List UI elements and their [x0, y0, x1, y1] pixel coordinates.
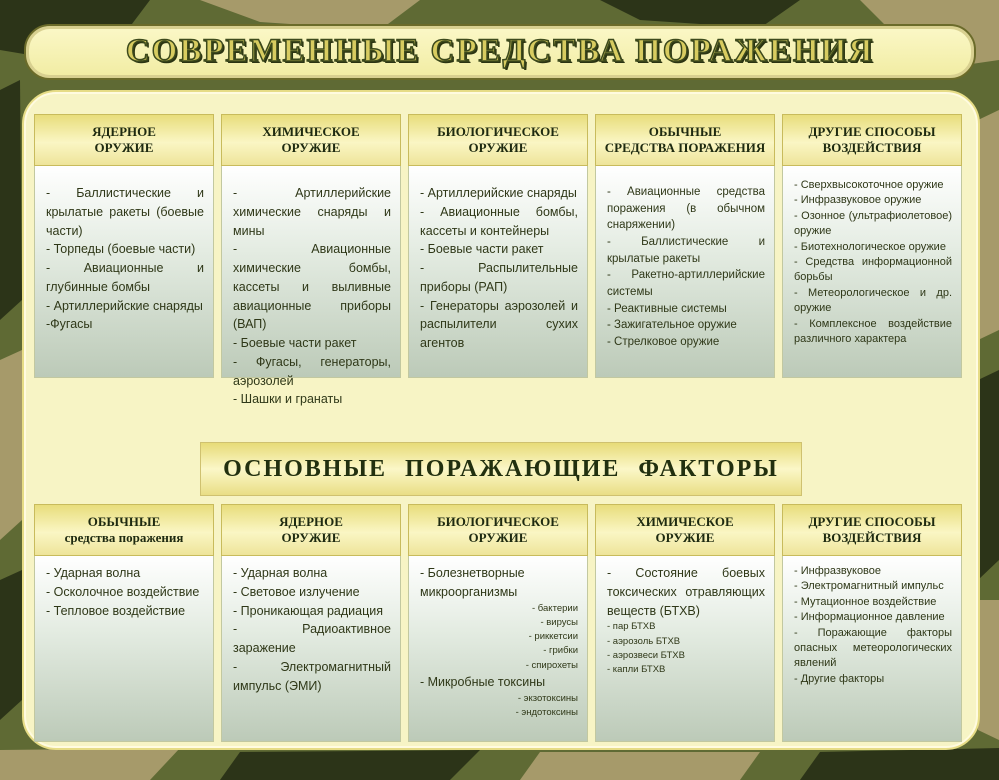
title-banner [24, 24, 976, 80]
list-item: - Радиоактивное заражение [233, 622, 391, 655]
section-title: ОСНОВНЫЕ ПОРАЖАЮЩИЕ ФАКТОРЫ [200, 442, 802, 496]
weapon-column-biological [408, 114, 588, 378]
sub-item: - аэрозоль БТХВ [607, 635, 681, 647]
list-item: - Состояние боевых токсических отравляющих веществ (БТХВ) [607, 566, 765, 618]
column-heading: ХИМИЧЕСКОЕ ОРУЖИЕ [595, 504, 775, 556]
list-item: - Авиационные химические бомбы, кассеты и выливные авиационные приборы (ВАП) [233, 242, 391, 332]
factor-column-conventional [34, 504, 214, 742]
list-item: - Боевые части ракет [420, 242, 544, 257]
sub-item: - экзотоксины [517, 692, 578, 704]
list-item: - Инфразвуковое оружие [794, 194, 922, 207]
column-body [221, 556, 401, 742]
column-heading: ДРУГИЕ СПОСОБЫ ВОЗДЕЙСТВИЯ [782, 504, 962, 556]
list-item: - Средства информационной борьбы [794, 255, 952, 284]
column-heading: ХИМИЧЕСКОЕ ОРУЖИЕ [221, 114, 401, 166]
list-item: - Авиационные средства поражения (в обычном снаряжении) [607, 186, 765, 232]
sub-item: - риккетсии [528, 631, 578, 642]
sub-item: - вирусы [540, 616, 578, 628]
weapon-column-chemical [221, 114, 401, 407]
column-heading: БИОЛОГИЧЕСКОЕ ОРУЖИЕ [408, 504, 588, 556]
list-item: - Зажигательное оружие [607, 319, 737, 332]
weapon-column-other [782, 114, 962, 378]
column-body [595, 166, 775, 378]
list-item: - Осколочное воздействие [46, 584, 200, 599]
list-item: - Реактивные системы [607, 302, 727, 315]
list-item: - Баллистические и крылатые ракеты (боевые части) [46, 186, 204, 238]
list-item: - Артиллерийские снаряды [46, 298, 203, 313]
sub-item: - пар БТХВ [607, 621, 656, 633]
column-body [782, 556, 962, 742]
page-title: СОВРЕМЕННЫЕ СРЕДСТВА ПОРАЖЕНИЯ [125, 33, 875, 69]
list-item: - Световое излучение [233, 584, 360, 599]
column-heading: ДРУГИЕ СПОСОБЫ ВОЗДЕЙСТВИЯ [782, 114, 962, 166]
list-item: - Ударная волна [46, 566, 141, 580]
list-item: - Баллистические и крылатые ракеты [607, 236, 765, 265]
column-body [408, 556, 588, 742]
column-body [34, 556, 214, 742]
column-heading: ОБЫЧНЫЕ средства поражения [34, 504, 214, 556]
list-item: - Мутационное воздействие [794, 595, 937, 608]
sub-item: - грибки [543, 645, 578, 657]
sub-item: - капли БТХВ [607, 664, 666, 675]
factor-column-biological [408, 504, 588, 742]
list-item: - Стрелковое оружие [607, 336, 720, 349]
list-item: - Сверхвысокоточное оружие [794, 179, 944, 191]
list-item: - Озонное (ультрафиолетовое) оружие [794, 209, 952, 238]
list-item: - Информационное давление [794, 611, 945, 624]
list-item: - Тепловое воздействие [46, 603, 186, 618]
list-item: - Авиационные бомбы, кассеты и контейнеры [420, 204, 578, 238]
list-item: - Боевые части ракет [233, 336, 357, 350]
list-item: - Шашки и гранаты [233, 392, 343, 407]
list-item: - Биотехнологическое оружие [794, 240, 946, 253]
weapon-column-nuclear [34, 114, 214, 378]
list-item: - Инфразвуковое [794, 565, 882, 577]
sub-item: - бактерии [532, 602, 578, 614]
list-item: - Ракетно-артиллерийские системы [607, 269, 765, 299]
column-body [221, 166, 401, 407]
sub-item: - эндотоксины [515, 706, 578, 718]
list-item: - Проникающая радиация [233, 603, 383, 618]
list-item: - Ударная волна [233, 566, 328, 580]
column-heading: ОБЫЧНЫЕ СРЕДСТВА ПОРАЖЕНИЯ [595, 114, 775, 166]
list-item: - Микробные токсины [420, 674, 546, 689]
factor-column-chemical [595, 504, 775, 742]
list-item: - Комплексное воздействие различного характера [794, 317, 952, 345]
list-item: - Другие факторы [794, 672, 885, 685]
column-body [595, 556, 775, 742]
column-heading: ЯДЕРНОЕ ОРУЖИЕ [221, 504, 401, 556]
list-item: - Болезнетворные микроорганизмы [420, 566, 525, 599]
sub-item: - аэрозвеси БТХВ [607, 649, 685, 661]
list-item: - Электромагнитный импульс [794, 580, 944, 593]
list-item: - Авиационные и глубинные бомбы [46, 261, 204, 294]
list-item: - Поражающие факторы опасных метеорологических явлений [794, 626, 952, 670]
column-body [34, 166, 214, 378]
factor-column-nuclear [221, 504, 401, 742]
sub-item: - спирохеты [525, 659, 578, 671]
list-item: - Электромагнитный импульс (ЭМИ) [233, 659, 391, 693]
list-item: -Фугасы [46, 317, 93, 332]
list-item: - Артиллерийские снаряды [420, 186, 577, 200]
list-item: - Генераторы аэрозолей и распылители сухих агентов [420, 298, 578, 350]
factor-column-other [782, 504, 962, 742]
list-item: - Распылительные приборы (РАП) [420, 261, 578, 294]
column-body [408, 166, 588, 378]
weapon-column-conventional [595, 114, 775, 378]
column-heading: БИОЛОГИЧЕСКОЕ ОРУЖИЕ [408, 114, 588, 166]
list-item: - Метеорологическое и др. оружие [794, 286, 952, 315]
list-item: - Фугасы, генераторы, аэрозолей [233, 354, 391, 388]
list-item: - Артиллерийские химические снаряды и мины [233, 186, 391, 238]
column-body [782, 166, 962, 378]
column-heading: ЯДЕРНОЕ ОРУЖИЕ [34, 114, 214, 166]
list-item: - Торпеды (боевые части) [46, 242, 196, 257]
